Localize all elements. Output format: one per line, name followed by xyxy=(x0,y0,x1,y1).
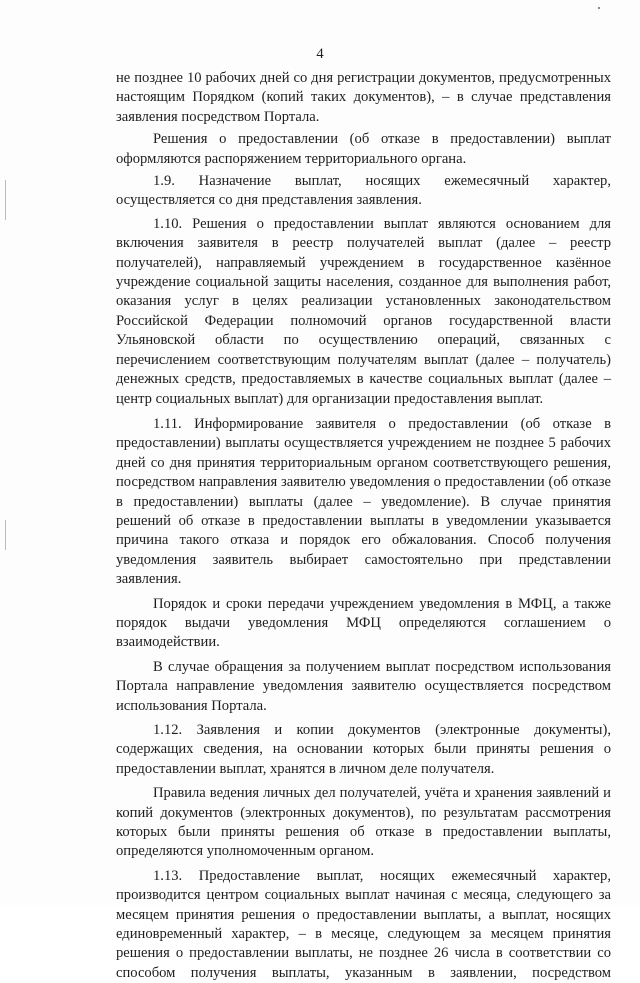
margin-mark xyxy=(5,520,6,550)
paragraph: Порядок и сроки передачи учреждением уведомления в МФЦ, а также порядок выдачи уведомления МФЦ определяются соглашением о взаимодействии. xyxy=(116,595,611,651)
paragraph: В случае обращения за получением выплат посредством использования Портала направление уведомления заявителю осуществляется посредством использования Портала. xyxy=(116,658,611,714)
page-number: 4 xyxy=(316,46,324,62)
paragraph: не позднее 10 рабочих дней со дня регистрации документов, предусмотренных настоящим Порядком (копий таких документов), – в случае представления заявления посредством Портала. xyxy=(116,70,611,125)
paragraph: Решения о предоставлении (об отказе в предоставлении) выплат оформляются распоряжением территориального органа. xyxy=(116,131,611,167)
paragraph: 1.11. Информирование заявителя о предоставлении (об отказе в предоставлении) выплаты осуществляется учреждением не позднее 5 рабочих дней со дня принятия территориальным органом соответствующего решения, посредством направления заявителю уведомления о предоставлении (об отказе в предоставлении) выплаты (далее – уведомление). В случае принятия решений об отказе в предоставлении выплаты в уведомлении указывается причина такого отказа и порядок его обжалования. Способ получения уведомления заявитель выбирает самостоятельно при представлении заявления. xyxy=(116,415,611,588)
paragraph: 1.13. Предоставление выплат, носящих ежемесячный характер, производится центром социальных выплат начиная с месяца, следующего за месяцем принятия решения о предоставлении выплаты, а выплат, носящих единовременный характер, – в месяце, следующем за месяцем принятия решения о предоставлении выплаты, не позднее 26 числа в соответствии со способом получения выплаты, указанным в заявлении, посредством xyxy=(116,867,611,981)
scan-speck xyxy=(598,7,600,9)
paragraph: 1.12. Заявления и копии документов (электронные документы), содержащих сведения, на основании которых были приняты решения о предоставлении выплат, хранятся в личном деле получателя. xyxy=(116,722,611,777)
margin-mark xyxy=(5,180,6,220)
paragraph: Правила ведения личных дел получателей, учёта и хранения заявлений и копий документов (электронных документов), по результатам рассмотрения которых были приняты решения об отказе в предоставлении выплаты, определяются уполномоченным органом. xyxy=(116,785,611,860)
paragraph: 1.10. Решения о предоставлении выплат являются основанием для включения заявителя в реестр получателей выплат (далее – реестр получателей), направляемый учреждением в государственное казённое учреждение социальной защиты населения, созданное для выполнения работ, оказания услуг в целях реализации установленных законодательством Российской Федерации полномочий органов государственной власти Ульяновской области по осуществлению операций, связанных с перечислением соответствующим получателям выплат (далее – получатель) денежных средств, предоставляемых в качестве социальных выплат (далее – центр социальных выплат) для организации предоставления выплат. xyxy=(116,215,611,407)
paragraph: 1.9. Назначение выплат, носящих ежемесячный характер, осуществляется со дня представления заявления. xyxy=(116,173,611,209)
document-body xyxy=(116,69,611,983)
